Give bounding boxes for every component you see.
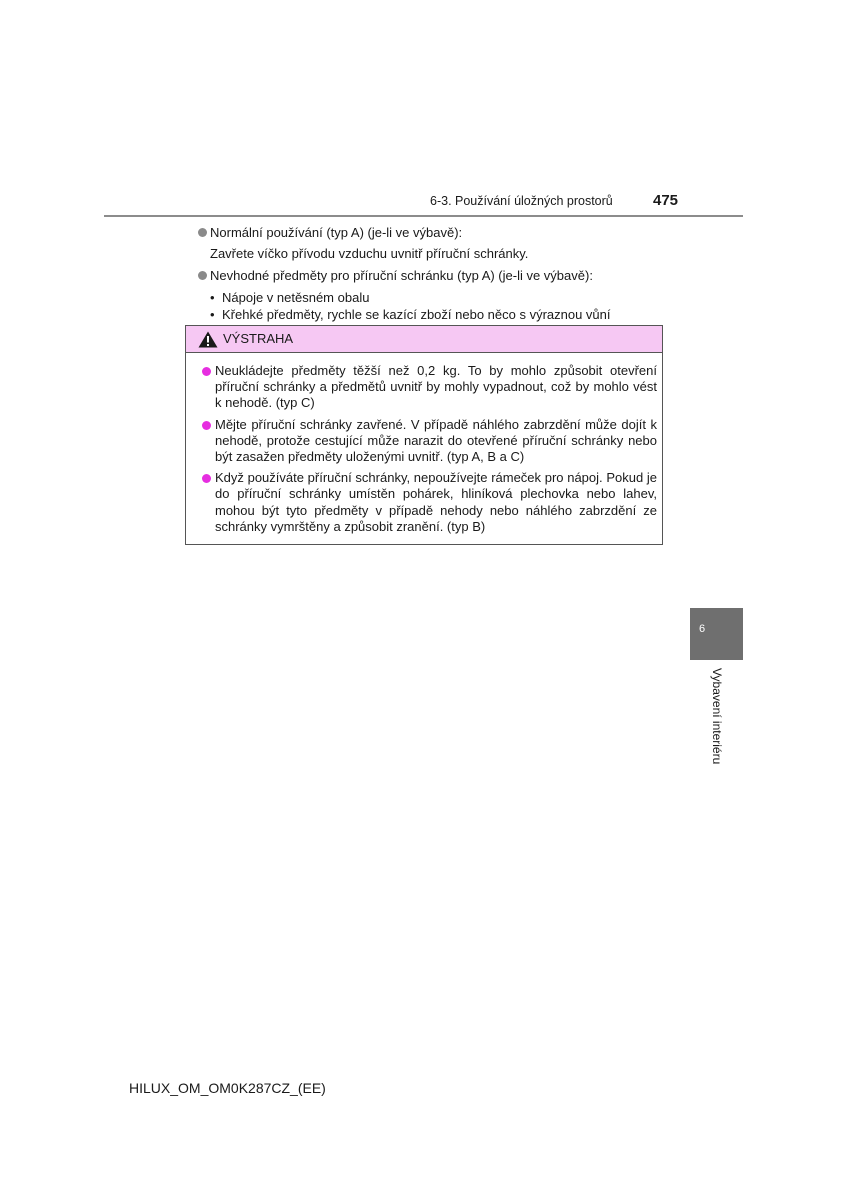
magenta-bullet-icon: [202, 474, 211, 483]
warning-title: VÝSTRAHA: [223, 331, 294, 346]
chapter-tab: [690, 608, 743, 660]
list-item: [210, 306, 666, 323]
magenta-bullet-icon: [202, 367, 211, 376]
main-content: [196, 224, 666, 323]
section-title: 6-3. Používání úložných prostorů: [430, 194, 613, 208]
warning-item-text: Když používáte příruční schránky, nepoužívejte rámeček pro nápoj. Pokud je do příruční schránky umístěn pohárek, hliníková plechovka nebo lahev, mohou být tyto předměty v případě nehody nebo náhlého zabrzdění ze schránky vymrštěny a způsobit zranění. (typ B): [215, 470, 657, 534]
warning-body: [202, 363, 657, 540]
warning-triangle-icon: [198, 331, 218, 348]
warning-box: [185, 325, 663, 545]
warning-item: [202, 470, 657, 535]
bullet-normal-use: [196, 224, 666, 242]
bullet-normal-use-text: Zavřete víčko přívodu vzduchu uvnitř příruční schránky.: [210, 246, 529, 261]
list-item: [210, 289, 666, 306]
chapter-label: Vybavení interiéru: [710, 668, 724, 765]
warning-header: [186, 326, 662, 353]
bullet-normal-use-title: Normální používání (typ A) (je-li ve výbavě):: [210, 225, 463, 240]
magenta-bullet-icon: [202, 421, 211, 430]
warning-item: [202, 363, 657, 412]
page-number: 475: [653, 192, 679, 209]
bullet-dot-icon: •: [210, 290, 215, 305]
header-divider: [104, 215, 743, 217]
chapter-number: 6: [699, 623, 706, 635]
warning-item-text: Neukládejte předměty těžší než 0,2 kg. To by mohlo způsobit otevření příruční schránky a předmětů uvnitř by mohly vypadnout, což by mohlo vést k nehodě. (typ C): [215, 363, 657, 411]
document-code: HILUX_OM_OM0K287CZ_(EE): [129, 1080, 326, 1096]
list-item-text: Křehké předměty, rychle se kazící zboží nebo něco s výraznou vůní: [222, 307, 611, 322]
warning-item-text: Mějte příruční schránky zavřené. V případě náhlého zabrzdění může dojít k nehodě, protože cestující může narazit do otevřené příruční schránky nebo být zasažen předměty uloženými uvnitř. (typ A, B a C): [215, 416, 657, 465]
unsuitable-items-list: [210, 289, 666, 323]
gray-bullet-icon: [198, 271, 207, 280]
list-item-text: Nápoje v netěsném obalu: [222, 290, 370, 305]
warning-item: [202, 417, 657, 466]
bullet-unsuitable-items-title: Nevhodné předměty pro příruční schránku (typ A) (je-li ve výbavě):: [210, 268, 593, 283]
bullet-dot-icon: •: [210, 307, 215, 322]
bullet-unsuitable-items: [196, 267, 666, 285]
gray-bullet-icon: [198, 228, 207, 237]
